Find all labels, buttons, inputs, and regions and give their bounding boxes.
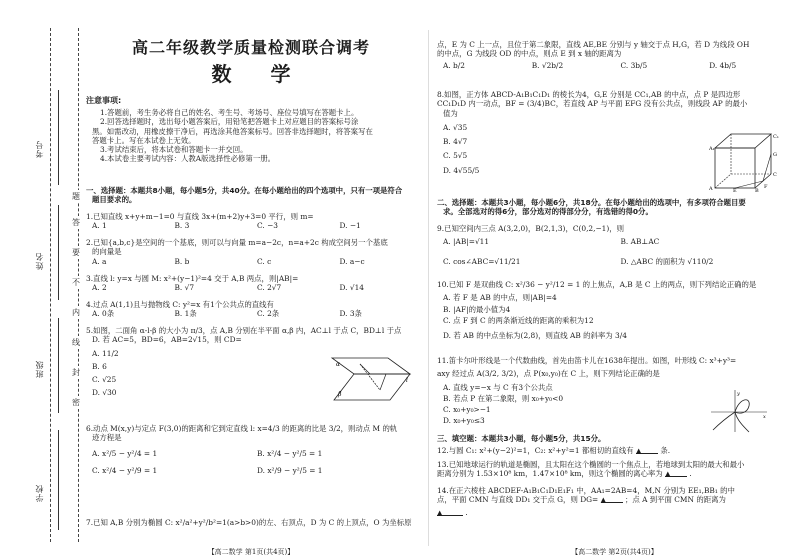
svg-text:G: G (773, 152, 777, 158)
option: D. 4b/5 (709, 60, 737, 70)
section-2-heading (437, 198, 792, 217)
seal-char: 封 (72, 368, 80, 377)
page-footer: 【高二数学 第1页(共4页)】 (207, 548, 295, 556)
question-12-tail: 条. (660, 446, 671, 455)
question-stem: 6.动点 M(x,y)与定点 F(3,0)的距离和它到定直线 l: x=4/3 的距离的比是 3/2，则动点 M 的轨 (86, 424, 398, 433)
xuexiao-label: 学校 (35, 484, 44, 502)
question-options (86, 221, 416, 230)
svg-text:F: F (764, 184, 768, 190)
option: B. 6 (92, 361, 107, 371)
seal-char: 题 (72, 192, 80, 201)
option: B. 若点 P 在第二象限，则 x₀+y₀<0 (443, 393, 564, 403)
question-options (437, 257, 792, 266)
option: D. △ABC 的面积为 √110/2 (620, 256, 714, 266)
page-2 (437, 0, 792, 560)
seal-char: 密 (72, 398, 80, 407)
binding-strip (0, 0, 90, 560)
option: B. √2b/2 (531, 60, 564, 70)
question-stem: 14.在正六棱柱 ABCDEF-A₁B₁C₁D₁E₁F₁ 中，AA₁=2AB=4，M,N 分别为 EE₁,BB₁ 的中 (437, 486, 735, 495)
seal-char: 内 (72, 308, 80, 317)
question-stem: 4.过点 A(1,1)且与抛物线 C: y²=x 有1个公共点的直线有 (86, 300, 274, 309)
question-stem: 2.已知{a,b,c}是空间的一个基底，则可以与向量 m=a−2c，n=a+2c 构成空间另一个基底 (86, 238, 388, 247)
seal-char: 不 (72, 278, 80, 287)
cube-figure (709, 130, 779, 192)
question-7-continued (437, 40, 792, 70)
question-6 (86, 424, 416, 475)
question-9 (437, 224, 792, 266)
option: A. x²/5 − y²/4 = 1 (92, 448, 158, 458)
option: C. 5√5 (443, 151, 468, 161)
question-stem: 3.直线 l: y=x 与圆 M: x²+(y−1)²=4 交于 A,B 两点，则|AB|= (86, 274, 299, 283)
section-1-heading (86, 186, 416, 205)
page-footer: 【高二数学 第2页(共4页)】 (571, 548, 658, 556)
xuexiao-line (58, 430, 59, 530)
option: D. 若 AB 的中点坐标为(2,8)，则直线 AB 的斜率为 3/4 (443, 331, 627, 340)
option: A. 若 F 是 AB 的中点，则|AB|=4 (443, 293, 557, 303)
option: C. 2√7 (257, 283, 282, 293)
question-stem: D. 若 AC=5，BD=6，AB=2√15，则 CD= (92, 335, 242, 345)
option: C. 点 F 到 C 的两条渐近线的距离的乘积为12 (443, 315, 594, 325)
question-stem: 8.如图，正方体 ABCD-A₁B₁C₁D₁ 的棱长为4，G,E 分别是 CC₁,AB 的中点，点 P 是四边形 (437, 90, 741, 99)
question-14-text: 点，平面 CMN 与直线 DD₁ 交于点 G，则 DG= (437, 495, 599, 505)
option: A. 2 (92, 283, 107, 293)
question-4 (86, 300, 416, 319)
seal-char: 要 (72, 248, 80, 257)
option: D. −1 (339, 221, 361, 231)
seal-char: 答 (72, 218, 80, 227)
svg-text:C₁: C₁ (773, 134, 779, 140)
question-options (86, 466, 416, 475)
option: A. √35 (443, 122, 468, 132)
option: B. AB⊥AC (620, 237, 660, 247)
svg-text:α: α (336, 361, 341, 368)
page-divider (428, 30, 429, 546)
option: D. 3条 (339, 309, 362, 319)
section-1-text: 题目要求的。 (92, 195, 137, 205)
note-line: 1.答题前，考生务必将自己的姓名、考生号、考场号、座位号填写在答题卡上。 (100, 108, 359, 117)
question-stem: 迹方程是 (92, 433, 122, 443)
question-stem: 11.笛卡尔叶形线是一个代数曲线，首先由笛卡儿在1638年提出。如图，叶形线 C: x³+y³= (437, 356, 737, 365)
option: B. 3 (174, 221, 190, 231)
kaohao-label: 考号 (35, 140, 44, 158)
question-stem: 的向量是 (92, 247, 122, 257)
exam-subject: 数 学 (211, 62, 307, 86)
question-options (86, 283, 416, 292)
svg-text:A₁: A₁ (709, 146, 715, 152)
option: B. 1条 (174, 309, 197, 319)
option: C. c (257, 256, 272, 266)
question-stem: 1.已知直线 x+y+m−1=0 与直线 3x+(m+2)y+3=0 平行，则 m= (86, 212, 314, 221)
option: C. −3 (257, 221, 278, 231)
option: A. 直线 y=−x 与 C 有3个公共点 (443, 382, 553, 392)
question-stem: axy 经过点 A(3/2, 3/2)，点 P(x₀,y₀)在 C 上，则下列结论正确的是 (437, 369, 660, 379)
banji-label: 班级 (35, 360, 44, 378)
answer-blank[interactable]: ▲ (665, 469, 687, 477)
question-stem: CC₁D₁D 内一动点，BF = (3/4)BC，若直线 AP 与平面 EFG 没有公共点，则线段 AP 的最小 (437, 99, 748, 109)
question-options (86, 257, 416, 266)
note-line: 3.考试结束后，将本试卷和答题卡一并交回。 (100, 145, 248, 154)
seal-char: 线 (72, 338, 80, 347)
answer-blank[interactable]: ▲ (601, 495, 623, 503)
question-13 (437, 460, 792, 479)
section-1-text: 一、选择题：本题共8小题，每小题5分，共40分。在每小题给出的四个选项中，只有一项是符合 (86, 186, 403, 195)
option: A. 0条 (92, 309, 115, 319)
question-14 (437, 486, 792, 517)
dihedral-angle-figure (330, 352, 414, 404)
binding-dashed-line (50, 28, 51, 542)
question-stem: 距离分别为 1.53×10⁸ km，1.47×10⁸ km，则这个椭圆的离心率为 ▲ . (437, 469, 692, 479)
section-2-text: 二、选择题：本题共3小题，每小题6分，共18分。在每小题给出的选项中，有多项符合题目要 (437, 198, 746, 207)
question-stem: 点，E 为 C 上一点，且位于第二象限，直线 AE,BE 分别与 y 轴交于点 H,G，若 D 为线段 OH (437, 40, 750, 49)
question-stem: 7.已知 A,B 分别为椭圆 C: x²/a²+y²/b²=1(a>b>0)的左、右顶点，D 为 C 的上顶点，O 为坐标原 (86, 518, 412, 527)
question-14-text: ；点 A 到平面 CMN 的距离为 (624, 495, 726, 505)
question-stem: 的中点，G 为线段 OD 的中点，则点 E 到 x 轴的距离为 (437, 49, 622, 59)
svg-text:y: y (737, 391, 740, 397)
svg-text:β: β (338, 391, 342, 398)
option: D. √14 (339, 283, 364, 293)
note-line: 4.本试卷主要考试内容：人教A版选择性必修第一册。 (100, 154, 275, 164)
notes (86, 96, 416, 164)
svg-text:C: C (773, 172, 777, 178)
section-3-text: 三、填空题：本题共3小题，每小题5分，共15分。 (437, 434, 606, 443)
answer-blank[interactable]: ▲ (437, 508, 463, 516)
option: B. b (174, 256, 190, 266)
question-stem: 9.已知空间内三点 A(3,2,0)，B(2,1,3)，C(0,2,−1)，则 (437, 224, 625, 233)
question-stem: 10.已知 F 是双曲线 C: x²/36 − y²/12 = 1 的上焦点，A,B 是 C 上的两点，则下列结论正确的是 (437, 280, 757, 289)
answer-blank[interactable]: ▲ (636, 446, 658, 454)
option: C. √25 (92, 375, 117, 384)
option: B. 4√7 (443, 137, 468, 146)
notes-heading: 注意事项: (86, 96, 122, 105)
page-1 (86, 0, 416, 560)
option: A. |AB|=√11 (443, 237, 490, 247)
option: D. 4√55/5 (443, 165, 480, 175)
svg-text:l: l (406, 377, 408, 384)
option: D. x²/9 − y²/5 = 1 (257, 465, 323, 475)
question-options (437, 237, 792, 246)
question-stem (437, 446, 792, 455)
question-12-text: 12.与圆 C₁: x²+(y−2)²=1，C₂: x²+y²=1 都相切的直线有 (437, 446, 634, 455)
svg-text:x: x (763, 414, 766, 420)
question-stem: 5.如图，二面角 α-l-β 的大小为 π/3，点 A,B 分别在半平面 α,β 内，AC⊥l 于点 C，BD⊥l 于点 (86, 326, 402, 335)
note-line: 2.回答选择题时，选出每小题答案后，用铅笔把答题卡上对应题目的答案标号涂 (100, 117, 359, 127)
option: C. 2条 (257, 309, 280, 319)
question-13-text: 距离分别为 1.53×10⁸ km，1.47×10⁸ km，则这个椭圆的离心率为 (437, 469, 663, 479)
question-stem: 值为 (443, 108, 458, 118)
option: A. b/2 (443, 60, 465, 70)
question-stem: 13.已知地球运行的轨道是椭圆，且太阳在这个椭圆的一个焦点上，若地球到太阳的最大和最小 (437, 460, 745, 469)
option: A. 1 (92, 221, 107, 231)
svg-text:B: B (755, 188, 759, 192)
option: A. a (92, 256, 107, 266)
question-12 (437, 446, 792, 455)
option: B. x²/4 − y²/5 = 1 (257, 448, 323, 458)
option: C. x₀+y₀>−1 (443, 405, 491, 414)
section-3-heading (437, 434, 792, 443)
question-3 (86, 274, 416, 293)
note-line: 答题卡上。写在本试卷上无效。 (92, 135, 196, 145)
option: D. a−c (339, 256, 365, 266)
option: C. 3b/5 (620, 60, 648, 70)
question-stem (437, 495, 792, 504)
question-7 (86, 518, 416, 527)
note-line: 黑。如需改动，用橡皮擦干净后，再选涂其他答案标号。回答非选择题时，将答案写在 (92, 126, 373, 136)
question-options (86, 449, 416, 458)
question-options (437, 61, 792, 70)
banji-line (58, 318, 59, 413)
xingming-line (58, 205, 59, 300)
folium-figure (709, 388, 769, 434)
option: C. cos∠ABC=√11/21 (443, 256, 521, 266)
option: D. x₀+y₀≤3 (443, 416, 485, 426)
option: A. 11/2 (92, 348, 119, 358)
option: C. x²/4 − y²/9 = 1 (92, 465, 158, 475)
option: B. |AF|的最小值为4 (443, 304, 511, 314)
option: B. √7 (174, 283, 195, 293)
question-1 (86, 212, 416, 231)
question-stem: ▲ . (437, 507, 468, 517)
kaohao-line (58, 90, 59, 185)
svg-text:A: A (709, 186, 713, 192)
svg-text:E: E (733, 188, 737, 192)
xingming-label: 姓名 (35, 252, 44, 270)
section-2-text: 求。全部选对的得6分，部分选对的得部分分，有选错的得0分。 (443, 207, 653, 217)
question-2 (86, 238, 416, 266)
option: D. √30 (92, 388, 117, 398)
question-options (86, 309, 416, 318)
exam-title: 高二年级教学质量检测联合调考 (131, 38, 370, 57)
question-10 (437, 280, 792, 340)
